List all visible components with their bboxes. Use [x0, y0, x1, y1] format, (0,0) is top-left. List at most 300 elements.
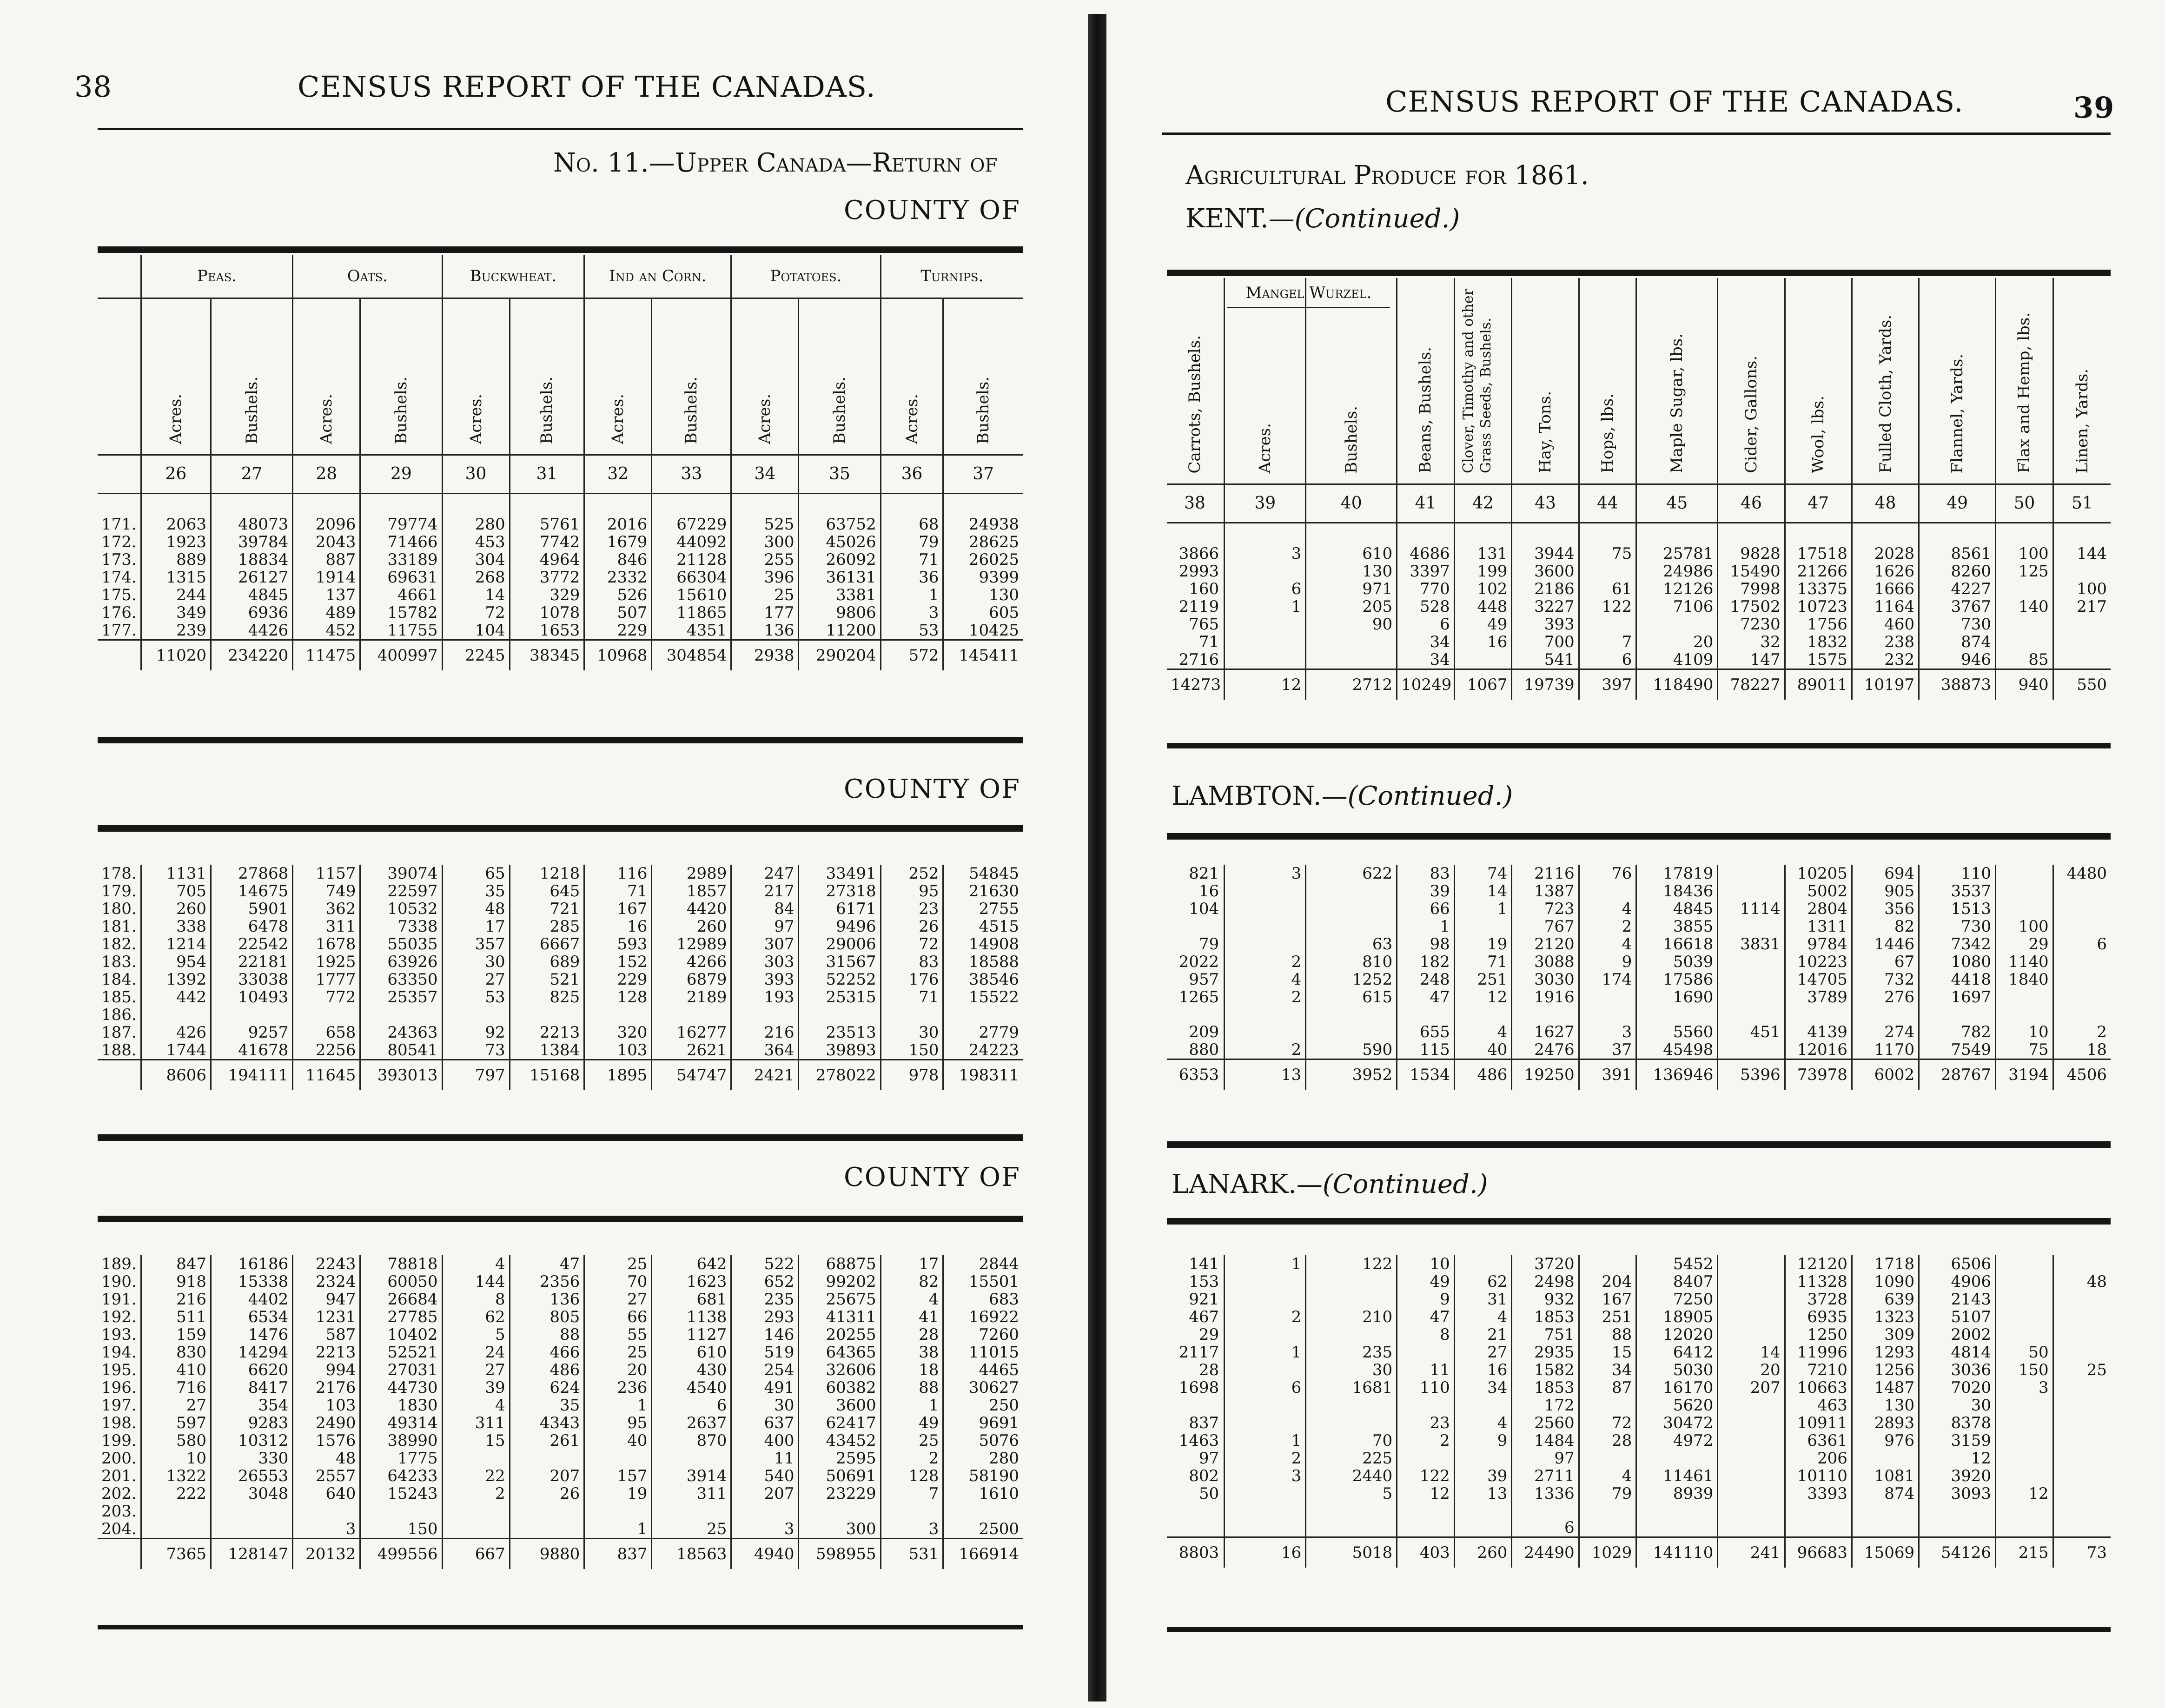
table-cell: 141	[1189, 1255, 1219, 1273]
table-cell: 4266	[652, 953, 731, 971]
spacer-cell	[584, 494, 652, 516]
spacer-cell	[881, 494, 943, 516]
table-cell	[1225, 651, 1306, 669]
table-cell: 1610	[943, 1485, 1023, 1503]
table-cell	[1919, 1519, 1996, 1537]
table-cell: 410	[141, 1361, 211, 1379]
table-cell	[442, 1503, 510, 1520]
table-cell	[1852, 1450, 1919, 1467]
table-cell	[1852, 1006, 1919, 1023]
table-cell	[2053, 563, 2111, 580]
table-row	[1167, 633, 2111, 651]
table-cell: 204.	[101, 1520, 137, 1538]
table-cell: 2557	[293, 1467, 360, 1485]
table-cell: 177.	[101, 621, 137, 640]
table-cell: 610	[1306, 545, 1397, 563]
table-top-rule-right	[1167, 270, 2111, 276]
table-cell: 3	[1579, 1023, 1636, 1041]
table-cell: 244	[141, 586, 211, 604]
table-cell	[1785, 1519, 1852, 1537]
table-cell: 14	[1454, 882, 1512, 900]
table-cell: 3030	[1512, 971, 1579, 988]
spacer-cell	[1996, 523, 2053, 545]
table-cell: 178.	[101, 864, 137, 883]
table-cell: 193	[731, 988, 799, 1006]
table-cell: 209	[1189, 1023, 1219, 1041]
total-cell: 260	[1454, 1537, 1512, 1568]
column-header-label: Beans, Bushels.	[1416, 347, 1435, 473]
left-table-3	[98, 1255, 1023, 1569]
table-cell: 4	[442, 1397, 510, 1414]
table-cell: 5039	[1636, 953, 1718, 971]
table-cell	[1454, 1255, 1512, 1273]
total-cell: 241	[1718, 1537, 1785, 1568]
table-cell: 2893	[1852, 1414, 1919, 1432]
table-cell: 25	[2053, 1361, 2111, 1379]
table-cell: 16922	[943, 1308, 1023, 1326]
total-cell: 5396	[1718, 1059, 1785, 1090]
county-label-3: COUNTY OF	[844, 1162, 1020, 1192]
table-cell: 20255	[799, 1326, 881, 1344]
table-cell: 7250	[1636, 1291, 1718, 1308]
table-cell: 27868	[211, 865, 293, 882]
total-cell: 141110	[1636, 1537, 1718, 1568]
table-row	[1167, 988, 2111, 1006]
table-cell: 580	[141, 1432, 211, 1450]
table-cell: 28	[881, 1326, 943, 1344]
table-cell: 175.	[101, 586, 137, 604]
table-cell: 110	[1919, 865, 1996, 882]
table-cell: 44730	[360, 1379, 442, 1397]
table-cell: 3720	[1512, 1255, 1579, 1273]
table-cell: 24223	[943, 1041, 1023, 1060]
table-cell: 75	[1579, 545, 1636, 563]
table-cell: 2	[2053, 1023, 2111, 1041]
column-number: 26	[141, 455, 211, 494]
table-cell: 35	[442, 882, 510, 900]
column-number: 29	[360, 455, 442, 494]
table-cell: 6620	[211, 1361, 293, 1379]
head-rule	[98, 128, 1023, 130]
table-cell: 17586	[1636, 971, 1718, 988]
table-cell: 460	[1852, 616, 1919, 633]
table-cell	[1579, 1255, 1636, 1273]
table-cell: 250	[943, 1397, 1023, 1414]
table-cell: 207	[510, 1467, 584, 1485]
table-cell: 2779	[943, 1024, 1023, 1041]
table-cell: 80541	[360, 1041, 442, 1060]
table-cell: 6	[2053, 935, 2111, 953]
table-cell: 307	[731, 935, 799, 953]
table-cell: 197.	[101, 1396, 137, 1415]
table-cell: 2028	[1852, 545, 1919, 563]
table-cell: 39	[1397, 882, 1455, 900]
table-cell	[1996, 1432, 2053, 1450]
table-cell: 2	[442, 1485, 510, 1503]
table-cell: 137	[293, 586, 360, 604]
total-cell: 73	[2053, 1537, 2111, 1568]
table-cell: 6	[1397, 616, 1455, 633]
table-cell: 280	[943, 1450, 1023, 1467]
table-cell: 66304	[652, 569, 731, 586]
group-header-row	[98, 255, 1023, 298]
table-cell: 772	[293, 988, 360, 1006]
table-cell: 98	[1397, 935, 1455, 953]
table-cell: 97	[731, 918, 799, 935]
table-cell: 174.	[101, 568, 137, 587]
table-cell: 67	[1852, 953, 1919, 971]
table-bottom-rule-1	[98, 737, 1023, 743]
table-row	[98, 516, 1023, 533]
table-cell	[2053, 988, 2111, 1006]
table-cell: 6	[652, 1397, 731, 1414]
table-row	[98, 1485, 1023, 1503]
table-cell: 18588	[943, 953, 1023, 971]
table-cell	[442, 1520, 510, 1539]
table-cell: 2186	[1512, 580, 1579, 598]
table-cell: 25	[652, 1520, 731, 1539]
table-cell: 25	[584, 1344, 652, 1361]
total-cell: 4506	[2053, 1059, 2111, 1090]
table-cell: 16618	[1636, 935, 1718, 953]
table-cell: 95	[584, 1414, 652, 1432]
table-cell: 7106	[1636, 598, 1718, 616]
total-cell: 2245	[442, 640, 510, 671]
table-cell: 4	[1579, 935, 1636, 953]
table-cell	[1996, 1291, 2053, 1308]
table-cell	[1167, 1503, 1225, 1519]
mangel-wurzel-group-header: Mangel Wurzel.	[1227, 284, 1390, 308]
table-top-rule-3	[98, 1216, 1023, 1222]
table-cell: 2	[1225, 1308, 1306, 1326]
table-cell: 37	[1579, 1041, 1636, 1059]
table-cell: 14908	[943, 935, 1023, 953]
table-cell: 921	[1189, 1290, 1219, 1309]
table-cell	[1225, 616, 1306, 633]
table-cell	[510, 1520, 584, 1539]
table-cell: 1	[1397, 918, 1455, 935]
table-cell: 30	[731, 1397, 799, 1414]
total-cell: 16	[1225, 1537, 1306, 1568]
table-cell: 2	[1225, 1450, 1306, 1467]
table-cell	[211, 1520, 293, 1539]
table-cell: 110	[1397, 1379, 1455, 1397]
table-cell: 8407	[1636, 1273, 1718, 1291]
table-cell: 3	[1225, 545, 1306, 563]
column-header-label: Maple Sugar, lbs.	[1668, 333, 1687, 473]
table-cell	[1512, 1006, 1579, 1023]
table-cell: 11755	[360, 622, 442, 640]
table-cell: 63	[1306, 935, 1397, 953]
table-cell: 5761	[510, 516, 584, 533]
spacer-cell	[1785, 523, 1852, 545]
table-cell: 11996	[1785, 1344, 1852, 1361]
table-cell: 2022	[1179, 953, 1219, 971]
table-cell: 1090	[1852, 1273, 1919, 1291]
total-cell: 290204	[799, 640, 881, 671]
table-cell: 1	[584, 1397, 652, 1414]
table-cell: 1140	[1996, 953, 2053, 971]
table-row	[98, 586, 1023, 604]
table-cell	[1579, 1006, 1636, 1023]
total-cell	[98, 1539, 141, 1569]
table-cell: 1114	[1718, 900, 1785, 918]
table-cell: 85	[1996, 651, 2053, 669]
table-cell: 30	[442, 953, 510, 971]
spacer-cell	[1167, 523, 1225, 545]
table-cell	[1454, 1397, 1512, 1414]
right-page	[1106, 0, 2165, 1708]
table-cell: 3159	[1919, 1432, 1996, 1450]
table-cell: 189.	[101, 1255, 137, 1273]
spacer-cell	[2053, 523, 2111, 545]
table-cell: 15522	[943, 988, 1023, 1006]
table-cell	[510, 1503, 584, 1520]
table-cell: 196.	[101, 1378, 137, 1397]
table-cell: 71	[881, 988, 943, 1006]
table-cell: 52521	[360, 1344, 442, 1361]
table-cell: 60382	[799, 1379, 881, 1397]
table-cell	[1996, 1308, 2053, 1326]
column-header	[1718, 278, 1785, 484]
table-cell: 268	[442, 569, 510, 586]
column-header	[1636, 278, 1718, 484]
total-cell: 38873	[1919, 669, 1996, 700]
right-table-1	[1167, 278, 2111, 700]
table-cell: 1	[1225, 1255, 1306, 1273]
total-cell: 89011	[1785, 669, 1852, 700]
table-cell: 24986	[1636, 563, 1718, 580]
table-cell: 1698	[1179, 1378, 1219, 1397]
table-cell	[731, 1006, 799, 1024]
table-cell: 354	[211, 1397, 293, 1414]
table-cell: 810	[1306, 953, 1397, 971]
table-cell: 947	[293, 1291, 360, 1308]
table-cell: 770	[1397, 580, 1455, 598]
table-cell	[1579, 563, 1636, 580]
blank-cell	[98, 455, 141, 494]
table-row	[98, 900, 1023, 918]
table-cell	[1579, 988, 1636, 1006]
table-top-rule	[98, 246, 1023, 253]
table-cell: 3	[881, 604, 943, 622]
table-cell: 467	[1189, 1308, 1219, 1326]
table-cell	[1636, 1006, 1718, 1023]
table-cell: 125	[1996, 563, 2053, 580]
column-header-label: Hops, lbs.	[1598, 393, 1617, 473]
table-cell: 29	[1996, 935, 2053, 953]
table-cell: 4418	[1919, 971, 1996, 988]
table-cell: 486	[510, 1361, 584, 1379]
table-cell: 35	[510, 1397, 584, 1414]
table-cell	[1512, 1503, 1579, 1519]
table-cell	[360, 1006, 442, 1024]
table-cell: 285	[510, 918, 584, 935]
table-cell: 207	[1718, 1379, 1785, 1397]
table-cell: 153	[1189, 1272, 1219, 1291]
table-cell	[1454, 651, 1512, 669]
total-cell: 6002	[1852, 1059, 1919, 1090]
table-cell	[1919, 1503, 1996, 1519]
total-cell: 10249	[1397, 669, 1455, 700]
table-cell: 2063	[141, 516, 211, 533]
table-cell	[1718, 1450, 1785, 1467]
spacer-cell	[731, 494, 799, 516]
column-number: 27	[211, 455, 293, 494]
table-cell: 27	[442, 971, 510, 988]
table-cell: 12120	[1785, 1255, 1852, 1273]
column-header-label: Hay, Tons.	[1536, 391, 1555, 473]
table-cell: 75	[1996, 1041, 2053, 1059]
table-cell: 491	[731, 1379, 799, 1397]
column-header	[293, 298, 360, 455]
table-cell: 2440	[1306, 1467, 1397, 1485]
table-cell	[1454, 1519, 1512, 1537]
table-cell: 39	[1454, 1467, 1512, 1485]
table-cell: 50	[1996, 1344, 2053, 1361]
table-cell: 4515	[943, 918, 1023, 935]
column-header-label: Linen, Yards.	[2072, 368, 2092, 473]
table-cell	[1225, 563, 1306, 580]
table-cell	[2053, 971, 2111, 988]
table-cell: 10663	[1785, 1379, 1852, 1397]
table-cell: 946	[1919, 651, 1996, 669]
column-header-label: Acres.	[755, 393, 775, 444]
table-cell: 4402	[211, 1291, 293, 1308]
table-cell: 183.	[101, 953, 137, 971]
table-cell: 18834	[211, 551, 293, 569]
table-top-rule-r2	[1167, 833, 2111, 840]
column-header	[1454, 278, 1512, 484]
table-cell: 104	[1189, 900, 1219, 918]
total-cell: 12	[1225, 669, 1306, 700]
table-cell: 1214	[141, 935, 211, 953]
table-cell	[2053, 1291, 2111, 1308]
table-cell: 236	[584, 1379, 652, 1397]
table-row	[98, 622, 1023, 640]
total-cell: 15069	[1852, 1537, 1919, 1568]
table-cell: 540	[731, 1467, 799, 1485]
spacer-cell	[510, 494, 584, 516]
total-cell: 550	[2053, 669, 2111, 700]
table-cell	[2053, 1326, 2111, 1344]
table-cell: 78818	[360, 1255, 442, 1273]
table-cell: 28	[1579, 1432, 1636, 1450]
table-cell	[1225, 1361, 1306, 1379]
table-cell: 994	[293, 1361, 360, 1379]
table-cell: 3	[731, 1520, 799, 1539]
table-cell	[2053, 1397, 2111, 1414]
table-cell: 2324	[293, 1273, 360, 1291]
table-cell: 847	[141, 1255, 211, 1273]
table-row	[98, 1041, 1023, 1060]
table-cell: 29006	[799, 935, 881, 953]
table-row	[1167, 918, 2111, 935]
table-cell: 47	[1397, 988, 1455, 1006]
spacer-cell	[1852, 523, 1919, 545]
table-cell: 72	[1579, 1414, 1636, 1432]
table-cell: 7210	[1785, 1361, 1852, 1379]
section-label-kent: KENT.—(Continued.)	[1185, 204, 1460, 234]
table-cell: 293	[731, 1308, 799, 1326]
table-cell: 30	[1306, 1361, 1397, 1379]
table-cell: 225	[1306, 1450, 1397, 1467]
table-cell: 12	[1919, 1450, 1996, 1467]
table-cell: 874	[1852, 1485, 1919, 1503]
table-cell: 522	[731, 1255, 799, 1273]
table-cell: 442	[141, 988, 211, 1006]
table-cell: 60050	[360, 1273, 442, 1291]
table-cell: 15	[442, 1432, 510, 1450]
table-cell: 4109	[1636, 651, 1718, 669]
table-cell: 9	[1579, 953, 1636, 971]
table-cell: 2993	[1179, 562, 1219, 581]
table-cell	[2053, 1344, 2111, 1361]
table-cell: 193.	[101, 1325, 137, 1344]
table-cell: 48073	[211, 516, 293, 533]
table-cell: 9806	[799, 604, 881, 622]
table-cell: 99202	[799, 1273, 881, 1291]
total-cell: 194111	[211, 1060, 293, 1091]
table-cell: 9283	[211, 1414, 293, 1432]
table-cell: 38546	[943, 971, 1023, 988]
table-cell: 689	[510, 953, 584, 971]
table-cell: 1080	[1919, 953, 1996, 971]
table-cell: 2256	[293, 1041, 360, 1060]
table-cell: 7549	[1919, 1041, 1996, 1059]
table-cell: 97	[1198, 1449, 1219, 1468]
table-cell: 1666	[1852, 580, 1919, 598]
table-cell: 71	[1454, 953, 1512, 971]
table-cell: 20	[1636, 633, 1718, 651]
table-cell: 2213	[293, 1344, 360, 1361]
table-cell: 303	[731, 953, 799, 971]
table-cell: 329	[510, 586, 584, 604]
table-cell	[1996, 1414, 2053, 1432]
column-header	[2053, 278, 2111, 484]
table-cell: 103	[584, 1041, 652, 1060]
total-cell: 234220	[211, 640, 293, 671]
table-cell: 637	[731, 1414, 799, 1432]
column-number: 45	[1636, 484, 1718, 523]
table-cell	[1785, 1503, 1852, 1519]
table-cell	[2053, 1255, 2111, 1273]
table-cell: 6361	[1785, 1432, 1852, 1450]
table-cell	[1996, 1503, 2053, 1519]
left-table-2	[98, 865, 1023, 1090]
table-cell	[1454, 918, 1512, 935]
table-cell: 1311	[1785, 918, 1852, 935]
column-header	[1397, 278, 1455, 484]
table-cell	[510, 1450, 584, 1467]
table-cell: 2116	[1512, 865, 1579, 882]
table-cell: 12020	[1636, 1326, 1718, 1344]
table-cell	[442, 1450, 510, 1467]
table-cell: 260	[141, 900, 211, 918]
table-cell: 274	[1852, 1023, 1919, 1041]
table-cell: 1840	[1996, 971, 2053, 988]
table-cell: 62	[442, 1308, 510, 1326]
table-cell: 1582	[1512, 1361, 1579, 1379]
table-cell: 1	[1454, 900, 1512, 918]
table-cell	[1397, 1397, 1455, 1414]
table-cell: 3088	[1512, 953, 1579, 971]
spacer-cell	[293, 494, 360, 516]
table-cell: 4	[1579, 1467, 1636, 1485]
spacer-cell	[799, 494, 881, 516]
spacer-cell	[1579, 523, 1636, 545]
table-cell	[1397, 1503, 1455, 1519]
